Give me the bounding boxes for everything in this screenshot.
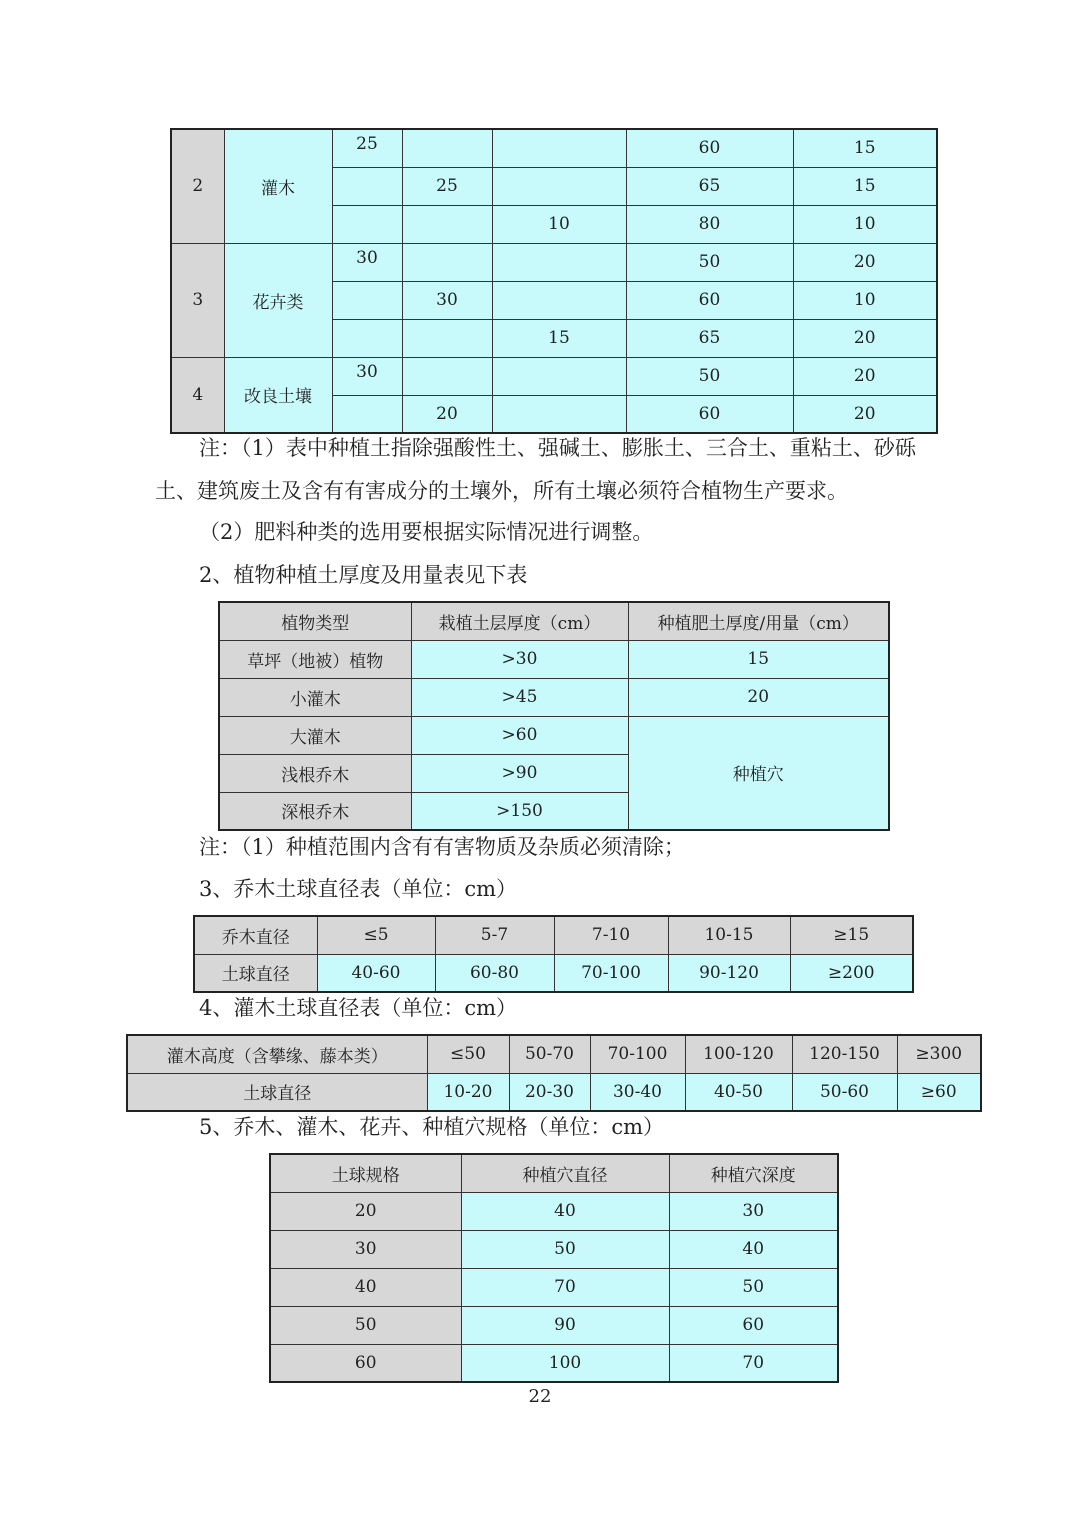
table-cell: 15 — [793, 129, 937, 167]
table-cell: 30 — [669, 1192, 838, 1230]
table-cell: 60-80 — [435, 954, 554, 992]
tree-rootball-table — [193, 915, 914, 993]
table-cell: 70 — [461, 1268, 669, 1306]
table-cell — [332, 395, 402, 433]
row-label: 大灌木 — [219, 716, 411, 754]
row-label: 乔木直径 — [194, 916, 317, 954]
table-row — [171, 243, 937, 281]
table-cell: 90-120 — [668, 954, 790, 992]
row-label: 40 — [270, 1268, 461, 1306]
table-cell — [492, 129, 626, 167]
table-cell: 40-50 — [685, 1073, 792, 1111]
table-row — [171, 357, 937, 395]
table-cell: 70-100 — [590, 1035, 685, 1073]
column-header: 栽植土层厚度（cm） — [411, 602, 628, 640]
table-cell: ≥15 — [790, 916, 913, 954]
plant-category: 灌木 — [224, 129, 332, 243]
table-cell: 90 — [461, 1306, 669, 1344]
table-cell: 10 — [793, 205, 937, 243]
table-cell — [332, 319, 402, 357]
table-cell: >150 — [411, 792, 628, 830]
page-number: 22 — [528, 1386, 552, 1407]
table-row — [127, 1035, 981, 1073]
table-cell: 60 — [669, 1306, 838, 1344]
table-cell: 25 — [332, 129, 402, 167]
table-cell: 70 — [669, 1344, 838, 1382]
table-header-row — [219, 602, 889, 640]
table-cell — [332, 167, 402, 205]
table-cell — [402, 129, 492, 167]
column-header: 土球规格 — [270, 1154, 461, 1192]
row-label: 小灌木 — [219, 678, 411, 716]
table-cell: 20 — [793, 243, 937, 281]
plant-category: 改良土壤 — [224, 357, 332, 433]
table-cell — [492, 357, 626, 395]
table-cell: 70-100 — [554, 954, 668, 992]
table-row — [270, 1230, 838, 1268]
section-heading: 5、乔木、灌木、花卉、种植穴规格（单位：cm） — [199, 1115, 665, 1139]
section-heading: 2、植物种植土厚度及用量表见下表 — [199, 563, 528, 587]
table-cell: 65 — [626, 319, 793, 357]
row-label: 60 — [270, 1344, 461, 1382]
table-cell: 30 — [332, 357, 402, 395]
table-cell — [492, 243, 626, 281]
table-cell: 50-70 — [509, 1035, 590, 1073]
table-cell: 种植穴 — [628, 716, 889, 830]
row-number: 3 — [171, 243, 224, 357]
table-cell: 20 — [402, 395, 492, 433]
column-header: 种植穴深度 — [669, 1154, 838, 1192]
table-cell — [402, 205, 492, 243]
table-cell: 40-60 — [317, 954, 435, 992]
table-cell: 80 — [626, 205, 793, 243]
table-cell — [492, 281, 626, 319]
table-cell: 20 — [793, 319, 937, 357]
table-cell: 10 — [793, 281, 937, 319]
soil-thickness-table — [218, 601, 890, 831]
note-line: 注：（1）表中种植土指除强酸性土、强碱土、膨胀土、三合土、重粘土、砂砾 — [199, 436, 916, 460]
table-cell: 30 — [332, 243, 402, 281]
table-row — [270, 1192, 838, 1230]
table-cell — [402, 243, 492, 281]
table-cell: 30 — [402, 281, 492, 319]
table-row — [270, 1306, 838, 1344]
table-header-row — [270, 1154, 838, 1192]
planting-hole-table — [269, 1153, 839, 1383]
table-row — [270, 1268, 838, 1306]
row-label: 土球直径 — [127, 1073, 427, 1111]
table-cell: 50 — [626, 357, 793, 395]
table-row — [219, 640, 889, 678]
plant-category: 花卉类 — [224, 243, 332, 357]
table-cell: 50 — [626, 243, 793, 281]
table-cell: 15 — [793, 167, 937, 205]
table-cell: >60 — [411, 716, 628, 754]
table-cell: 20-30 — [509, 1073, 590, 1111]
table-cell: 10-15 — [668, 916, 790, 954]
table-cell: 25 — [402, 167, 492, 205]
table-cell: 60 — [626, 281, 793, 319]
table-cell — [332, 205, 402, 243]
table-cell: 60 — [626, 129, 793, 167]
table-cell — [332, 281, 402, 319]
table-cell: 100-120 — [685, 1035, 792, 1073]
table-cell: ≤5 — [317, 916, 435, 954]
note-line: 注：（1）种植范围内含有有害物质及杂质必须清除； — [199, 835, 685, 859]
table-cell: >45 — [411, 678, 628, 716]
note-line: 土、建筑废土及含有有害成分的土壤外，所有土壤必须符合植物生产要求。 — [155, 479, 848, 503]
table-row — [194, 916, 913, 954]
column-header: 植物类型 — [219, 602, 411, 640]
table-cell: 15 — [492, 319, 626, 357]
table-row — [127, 1073, 981, 1111]
table-cell: 65 — [626, 167, 793, 205]
table-cell: 100 — [461, 1344, 669, 1382]
column-header: 种植穴直径 — [461, 1154, 669, 1192]
table-row — [270, 1344, 838, 1382]
soil-mix-table — [170, 128, 938, 434]
table-cell: 50-60 — [792, 1073, 897, 1111]
row-label: 土球直径 — [194, 954, 317, 992]
row-label: 20 — [270, 1192, 461, 1230]
note-line: （2）肥料种类的选用要根据实际情况进行调整。 — [199, 520, 654, 544]
table-cell: ≥60 — [897, 1073, 981, 1111]
table-cell: 30-40 — [590, 1073, 685, 1111]
table-cell — [402, 319, 492, 357]
table-cell: 50 — [669, 1268, 838, 1306]
table-cell: 15 — [628, 640, 889, 678]
row-label: 草坪（地被）植物 — [219, 640, 411, 678]
row-label: 30 — [270, 1230, 461, 1268]
table-cell: 50 — [461, 1230, 669, 1268]
row-label: 浅根乔木 — [219, 754, 411, 792]
table-cell: 10-20 — [427, 1073, 509, 1111]
table-cell — [492, 395, 626, 433]
table-cell: ≤50 — [427, 1035, 509, 1073]
table-cell: 10 — [492, 205, 626, 243]
table-cell: 40 — [461, 1192, 669, 1230]
table-cell — [402, 357, 492, 395]
table-row — [171, 129, 937, 167]
table-cell: 60 — [626, 395, 793, 433]
row-number: 4 — [171, 357, 224, 433]
section-heading: 4、灌木土球直径表（单位：cm） — [199, 996, 518, 1020]
table-row — [219, 716, 889, 754]
table-cell: 120-150 — [792, 1035, 897, 1073]
table-cell: >90 — [411, 754, 628, 792]
row-label: 50 — [270, 1306, 461, 1344]
table-cell: 40 — [669, 1230, 838, 1268]
table-cell: ≥200 — [790, 954, 913, 992]
shrub-rootball-table — [126, 1034, 982, 1112]
table-row — [219, 678, 889, 716]
row-label: 深根乔木 — [219, 792, 411, 830]
table-cell: 7-10 — [554, 916, 668, 954]
table-cell: >30 — [411, 640, 628, 678]
row-number: 2 — [171, 129, 224, 243]
table-cell: 20 — [793, 357, 937, 395]
table-cell: 20 — [793, 395, 937, 433]
table-cell: 20 — [628, 678, 889, 716]
section-heading: 3、乔木土球直径表（单位：cm） — [199, 877, 518, 901]
table-cell — [492, 167, 626, 205]
table-cell: ≥300 — [897, 1035, 981, 1073]
table-row — [194, 954, 913, 992]
table-cell: 5-7 — [435, 916, 554, 954]
row-label: 灌木高度（含攀缘、藤本类） — [127, 1035, 427, 1073]
column-header: 种植肥土厚度/用量（cm） — [628, 602, 889, 640]
